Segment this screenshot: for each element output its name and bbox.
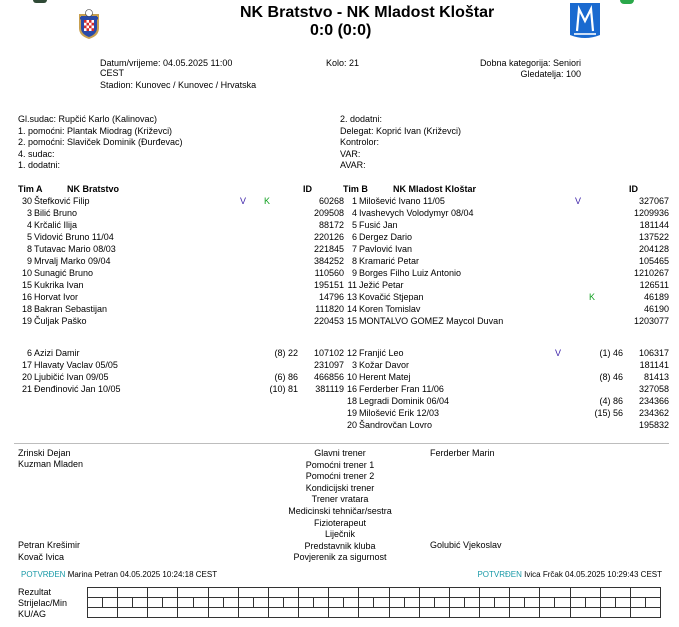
player-name: Vidović Bruno 11/04 — [34, 232, 114, 242]
player-name: Kukrika Ivan — [34, 280, 84, 290]
card-cell — [88, 608, 118, 618]
card-cell — [118, 608, 148, 618]
goalkeeper-marker: K — [263, 196, 270, 206]
age-category: Dobna kategorija: Seniori — [479, 58, 581, 68]
result-cell — [88, 588, 118, 598]
player-name: Mrvalj Marko 09/04 — [34, 256, 111, 266]
player-id: 110560 — [314, 268, 344, 278]
player-name: Hlavaty Vaclav 05/05 — [34, 360, 118, 370]
player-number: 3 — [351, 360, 357, 370]
player-name: Štefković Filip — [34, 196, 90, 206]
player-id: 126511 — [639, 280, 669, 290]
player-id: 466856 — [313, 372, 344, 382]
staff-role: Pomoćni trener 1 — [305, 459, 375, 470]
staff-role: Liječnik — [324, 529, 355, 540]
home-club-logo-top-fragment — [33, 0, 47, 3]
official-line: Delegat: Koprić Ivan (Križevci) — [340, 125, 462, 136]
card-cell — [268, 608, 298, 618]
result-cell — [359, 588, 389, 598]
player-row — [10, 243, 344, 255]
scorer-minute-cell — [555, 598, 570, 608]
substitution-minute: (1) 46 — [599, 348, 623, 358]
player-id: 381119 — [315, 384, 344, 394]
captain-marker: V — [239, 196, 246, 206]
card-cell — [238, 608, 268, 618]
player-number: 1 — [351, 196, 357, 206]
player-number: 16 — [346, 384, 357, 394]
player-row — [10, 371, 344, 383]
player-number: 5 — [351, 220, 357, 230]
official-line: 2. dodatni: — [340, 114, 383, 124]
grid-label-result: Rezultat — [18, 587, 52, 597]
player-number: 14 — [346, 304, 357, 314]
player-row — [335, 395, 669, 407]
result-cell — [510, 588, 540, 598]
result-cell — [299, 588, 329, 598]
home-confirmed-by: Marina Petran 04.05.2025 10:24:18 CEST — [67, 570, 218, 579]
card-cell — [178, 608, 208, 618]
scorer-name-cell — [510, 598, 525, 608]
player-id: 221845 — [313, 244, 344, 254]
player-row — [335, 371, 669, 383]
player-row — [335, 419, 669, 431]
spectators: Gledatelja: 100 — [520, 69, 581, 79]
scorer-minute-cell — [284, 598, 299, 608]
player-id: 204128 — [638, 244, 669, 254]
scorer-name-cell — [208, 598, 223, 608]
player-row — [10, 195, 344, 207]
result-cell — [208, 588, 238, 598]
official-line: AVAR: — [340, 160, 366, 170]
team-a-name: NK Bratstvo — [67, 184, 120, 194]
result-cell — [268, 588, 298, 598]
scorer-name-cell — [238, 598, 253, 608]
player-number: 8 — [351, 256, 357, 266]
home-confirmation — [21, 570, 217, 579]
player-row — [10, 383, 344, 395]
result-cell — [480, 588, 510, 598]
scorer-name-cell — [389, 598, 404, 608]
player-id: 106317 — [638, 348, 669, 358]
player-row — [335, 207, 669, 219]
scorer-minute-cell — [133, 598, 148, 608]
player-number: 18 — [21, 304, 32, 314]
player-number: 6 — [351, 232, 357, 242]
player-row — [10, 255, 344, 267]
player-id: 327067 — [638, 196, 669, 206]
result-cell — [238, 588, 268, 598]
scorer-minute-cell — [645, 598, 660, 608]
player-number: 4 — [351, 208, 357, 218]
player-id: 231097 — [313, 360, 344, 370]
player-id: 60268 — [318, 196, 344, 206]
card-cell — [208, 608, 238, 618]
player-id: 181144 — [639, 220, 669, 230]
player-row — [10, 267, 344, 279]
player-number: 18 — [346, 396, 357, 406]
staff-role: Predstavnik kluba — [304, 540, 376, 551]
player-row — [335, 407, 669, 419]
player-row — [335, 359, 669, 371]
scorer-minute-cell — [163, 598, 178, 608]
result-cell — [118, 588, 148, 598]
player-id: 107102 — [313, 348, 344, 358]
player-row — [10, 231, 344, 243]
player-name: Kramarić Petar — [359, 256, 420, 266]
player-row — [10, 359, 344, 371]
player-number: 7 — [351, 244, 357, 254]
official-line: 4. sudac: — [18, 148, 55, 159]
match-stadium: Stadion: Kunovec / Kunovec / Hrvatska — [100, 80, 257, 90]
player-name: Dergez Dario — [359, 232, 413, 242]
player-row — [335, 303, 669, 315]
result-cell — [178, 588, 208, 598]
player-number: 10 — [346, 372, 357, 382]
player-id: 195151 — [313, 280, 344, 290]
staff-role: Glavni trener — [314, 448, 366, 458]
scorer-minute-cell — [615, 598, 630, 608]
player-number: 15 — [346, 316, 357, 326]
player-number: 15 — [21, 280, 32, 290]
home-club-rep: Petran Krešimir — [18, 540, 81, 550]
player-row — [10, 219, 344, 231]
staff-role: Medicinski tehničar/sestra — [288, 506, 392, 516]
player-id: 234366 — [638, 396, 669, 406]
player-name: Ivashevych Volodymyr 08/04 — [359, 208, 474, 218]
card-cell — [419, 608, 449, 618]
official-line: 1. dodatni: — [18, 160, 61, 170]
player-row — [335, 279, 669, 291]
card-cell — [630, 608, 660, 618]
player-name: Kožar Davor — [359, 360, 410, 370]
away-club-rep: Golubić Vjekoslav — [430, 540, 502, 550]
away-confirmed-status: POTVRĐEN — [477, 570, 522, 579]
result-cell — [600, 588, 630, 598]
scorer-minute-cell — [344, 598, 359, 608]
substitution-minute: (4) 86 — [599, 396, 623, 406]
player-name: MONTALVO GOMEZ Maycol Duvan — [359, 316, 504, 326]
substitution-minute: (8) 22 — [274, 348, 298, 358]
player-id: 234362 — [638, 408, 669, 418]
result-cell — [419, 588, 449, 598]
player-id: 14796 — [318, 292, 344, 302]
result-cell — [389, 588, 419, 598]
scorer-name-cell — [299, 598, 314, 608]
player-name: Franjić Leo — [359, 348, 404, 358]
player-row — [10, 347, 344, 359]
scorer-name-cell — [449, 598, 464, 608]
card-cell — [389, 608, 419, 618]
match-round: Kolo: 21 — [326, 58, 360, 68]
scorer-name-cell — [88, 598, 103, 608]
player-row — [335, 231, 669, 243]
player-name: Pavlović Ivan — [359, 244, 413, 254]
staff-role: Trener vratara — [311, 494, 369, 505]
player-name: Kovačić Stjepan — [359, 292, 424, 302]
player-id: 209508 — [313, 208, 344, 218]
home-head-coach: Zrinski Dejan — [18, 448, 71, 458]
official-line: 2. pomoćni: Slaviček Dominik (Đurđevac) — [18, 137, 183, 147]
player-number: 17 — [21, 360, 32, 370]
player-row — [335, 383, 669, 395]
player-name: Krčalić Ilija — [34, 220, 78, 230]
player-id: 181141 — [639, 360, 669, 370]
result-cell — [329, 588, 359, 598]
scorer-name-cell — [268, 598, 283, 608]
player-number: 20 — [346, 420, 357, 430]
substitution-minute: (15) 56 — [594, 408, 623, 418]
match-score: 0:0 (0:0) — [310, 22, 372, 39]
player-number: 6 — [26, 348, 32, 358]
player-name: Ljubičić Ivan 09/05 — [34, 372, 109, 382]
grid-label-card: KU/AG — [18, 609, 47, 619]
player-row — [335, 315, 669, 327]
scorer-minute-cell — [434, 598, 449, 608]
card-cell — [570, 608, 600, 618]
player-id: 81413 — [643, 372, 669, 382]
result-cell — [570, 588, 600, 598]
away-head-coach: Ferderber Marin — [430, 448, 495, 458]
player-number: 8 — [26, 244, 32, 254]
player-name: Tutavac Mario 08/03 — [34, 244, 116, 254]
card-cell — [480, 608, 510, 618]
player-id: 195832 — [638, 420, 669, 430]
player-number: 13 — [346, 292, 357, 302]
card-cell — [600, 608, 630, 618]
result-cell — [148, 588, 178, 598]
official-line: Gl.sudac: Rupčić Karlo (Kalinovac) — [18, 114, 158, 124]
player-name: Ježić Petar — [359, 280, 404, 290]
scorer-minute-cell — [253, 598, 268, 608]
player-number: 10 — [21, 268, 32, 278]
scorer-minute-cell — [374, 598, 389, 608]
player-row — [335, 347, 669, 359]
player-row — [335, 219, 669, 231]
staff-role: Povjerenik za sigurnost — [293, 552, 387, 563]
away-confirmation — [477, 570, 662, 579]
away-club-logo — [568, 3, 602, 41]
player-row — [335, 267, 669, 279]
team-a-id-header: ID — [303, 184, 312, 194]
official-line: 1. pomoćni: Plantak Miodrag (Križevci) — [18, 125, 173, 136]
player-name: Azizi Damir — [34, 348, 80, 358]
away-confirmed-by: Ivica Frčak 04.05.2025 10:29:43 CEST — [524, 570, 662, 579]
player-id: 384252 — [313, 256, 344, 266]
player-row — [335, 255, 669, 267]
scorer-minute-cell — [464, 598, 479, 608]
player-number: 4 — [26, 220, 32, 230]
player-row — [335, 243, 669, 255]
card-cell — [510, 608, 540, 618]
player-name: Bakran Sebastijan — [34, 304, 108, 314]
player-name: Fusić Jan — [359, 220, 398, 230]
player-number: 11 — [347, 280, 357, 290]
player-name: Legradi Dominik 06/04 — [359, 396, 450, 406]
player-number: 20 — [21, 372, 32, 382]
away-club-logo-top-fragment — [620, 0, 634, 4]
player-name: Herent Matej — [359, 372, 411, 382]
official-line: Kontrolor: — [340, 137, 380, 147]
scorer-minute-cell — [585, 598, 600, 608]
home-confirmed-status: POTVRĐEN — [21, 570, 66, 579]
scorer-name-cell — [480, 598, 495, 608]
scorer-name-cell — [359, 598, 374, 608]
scorer-name-cell — [148, 598, 163, 608]
player-name: Ferderber Fran 11/06 — [359, 384, 444, 394]
player-number: 3 — [26, 208, 32, 218]
match-timezone: CEST — [100, 68, 125, 78]
player-name: Čuljak Paško — [34, 316, 87, 326]
staff-role: Pomoćni trener 2 — [305, 471, 375, 482]
scorer-minute-cell — [103, 598, 118, 608]
player-id: 220126 — [313, 232, 344, 242]
goalkeeper-marker: K — [588, 292, 595, 302]
card-cell — [449, 608, 479, 618]
player-name: Milošević Ivano 11/05 — [359, 196, 445, 206]
player-id: 105465 — [638, 256, 669, 266]
scorer-name-cell — [118, 598, 133, 608]
player-number: 9 — [26, 256, 32, 266]
player-id: 88172 — [318, 220, 344, 230]
card-cell — [329, 608, 359, 618]
player-id: 1210267 — [633, 268, 669, 278]
team-b-label: Tim B — [343, 184, 368, 194]
player-id: 111820 — [315, 304, 344, 314]
card-cell — [359, 608, 389, 618]
player-id: 46190 — [643, 304, 669, 314]
scorer-name-cell — [178, 598, 193, 608]
player-number: 19 — [21, 316, 32, 326]
home-security: Kovač Ivica — [18, 552, 65, 562]
player-number: 30 — [21, 196, 32, 206]
player-number: 12 — [346, 348, 357, 358]
substitution-minute: (10) 81 — [269, 384, 298, 394]
scorer-minute-cell — [525, 598, 540, 608]
player-name: Koren Tomislav — [359, 304, 421, 314]
scorer-name-cell — [570, 598, 585, 608]
staff-role: Kondicijski trener — [305, 482, 375, 493]
staff-role: Fizioterapeut — [313, 517, 367, 528]
player-id: 327058 — [638, 384, 669, 394]
scorer-minute-cell — [314, 598, 329, 608]
scorer-minute-cell — [404, 598, 419, 608]
player-row — [10, 303, 344, 315]
scorer-name-cell — [329, 598, 344, 608]
card-cell — [540, 608, 570, 618]
player-row — [335, 195, 669, 207]
player-id: 137522 — [638, 232, 669, 242]
substitution-minute: (6) 86 — [274, 372, 298, 382]
substitution-minute: (8) 46 — [599, 372, 623, 382]
score-grid-table — [87, 587, 661, 618]
player-id: 1209936 — [633, 208, 669, 218]
player-name: Šandrovčan Lovro — [359, 420, 433, 430]
player-row — [10, 315, 344, 327]
player-number: 5 — [26, 232, 32, 242]
scorer-name-cell — [540, 598, 555, 608]
team-b-name: NK Mladost Kloštar — [393, 184, 477, 194]
player-name: Milošević Erik 12/03 — [359, 408, 440, 418]
player-name: Sunagić Bruno — [34, 268, 94, 278]
official-line: VAR: — [340, 148, 361, 159]
result-cell — [540, 588, 570, 598]
player-row — [10, 291, 344, 303]
player-number: 19 — [346, 408, 357, 418]
scorer-minute-cell — [193, 598, 208, 608]
player-number: 9 — [351, 268, 357, 278]
player-number: 16 — [21, 292, 32, 302]
player-id: 1203077 — [633, 316, 669, 326]
player-name: Đenđinović Jan 10/05 — [34, 384, 121, 394]
player-number: 21 — [21, 384, 32, 394]
team-b-id-header: ID — [629, 184, 638, 194]
divider — [14, 443, 669, 444]
card-cell — [148, 608, 178, 618]
player-row — [10, 207, 344, 219]
captain-marker: V — [554, 348, 561, 358]
player-id: 46189 — [643, 292, 669, 302]
player-name: Bilić Bruno — [34, 208, 78, 218]
player-name: Borges Filho Luiz Antonio — [359, 268, 462, 278]
scorer-name-cell — [600, 598, 615, 608]
home-club-logo — [76, 8, 102, 40]
scorer-name-cell — [419, 598, 434, 608]
player-row — [10, 279, 344, 291]
scorer-name-cell — [630, 598, 645, 608]
captain-marker: V — [574, 196, 581, 206]
scorer-minute-cell — [495, 598, 510, 608]
team-a-label: Tim A — [18, 184, 43, 194]
match-datetime: Datum/vrijeme: 04.05.2025 11:00 — [100, 58, 233, 68]
scorer-minute-cell — [223, 598, 238, 608]
result-cell — [449, 588, 479, 598]
match-title: NK Bratstvo - NK Mladost Kloštar — [240, 4, 495, 21]
player-name: Horvat Ivor — [34, 292, 79, 302]
result-cell — [630, 588, 660, 598]
player-id: 220453 — [313, 316, 344, 326]
card-cell — [299, 608, 329, 618]
player-row — [335, 291, 669, 303]
home-assistant-coach: Kuzman Mladen — [18, 459, 84, 469]
grid-label-scorer: Strijelac/Min — [18, 598, 68, 608]
